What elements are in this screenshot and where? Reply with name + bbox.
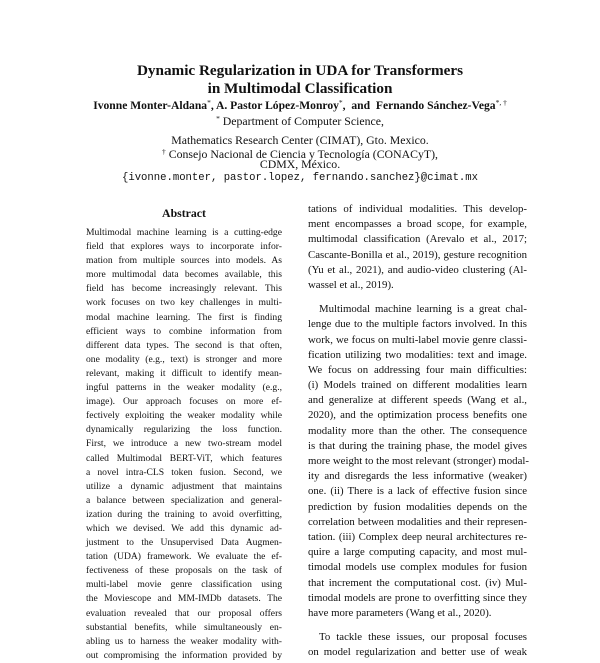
abstract-line: one modality (e.g., text) is stronger and more bbox=[86, 353, 282, 365]
body-line: To tackle these issues, our proposal focuses bbox=[319, 631, 527, 644]
abstract-line: substantial benefits, while simultaneously en- bbox=[86, 621, 282, 633]
abstract-line: image). Our approach focuses on more ef- bbox=[86, 396, 282, 408]
author-separator-2: , and bbox=[342, 99, 376, 112]
abstract-line: tation (UDA) framework. We evaluate the ef- bbox=[86, 551, 282, 563]
body-line: have more parameters (Wang et al., 2020). bbox=[308, 606, 492, 619]
body-line: tation. (iii) Complex deep neural architectures re- bbox=[308, 530, 527, 543]
body-line: is that during the training phase, the model gives bbox=[308, 439, 527, 452]
affiliation-text-1: Department of Computer Science, bbox=[219, 114, 384, 128]
abstract-line: called Multimodal BERT-ViT, which features bbox=[86, 452, 282, 464]
body-line: 2020), and the optimization process benefits one bbox=[308, 409, 527, 422]
affiliation-text-2: Mathematics Research Center (CIMAT), Gto. Mexico. bbox=[171, 133, 429, 147]
body-line: timodal models are prone to overfitting since they bbox=[308, 591, 527, 604]
affiliation-line-2 bbox=[0, 133, 600, 148]
body-line: one. (ii) There is a lack of effective fusion since bbox=[308, 485, 527, 498]
abstract-line: First, we introduce a new two-stream model bbox=[86, 438, 282, 450]
abstract-line: Multimodal machine learning is a cutting-edge bbox=[86, 227, 282, 238]
abstract-line: the Moviescope and MM-IMDb datasets. The bbox=[86, 593, 282, 605]
author-2-marks: * bbox=[338, 98, 343, 107]
abstract-line: relevant, making it difficult to identify mean- bbox=[86, 367, 282, 379]
affiliation-line-4 bbox=[0, 157, 600, 172]
body-line: prediction by fusion modalities depends on the bbox=[308, 500, 527, 513]
abstract-line: modal machine learning. The first is finding bbox=[86, 311, 282, 323]
body-line: work, we focus on multi-label movie genre classi- bbox=[308, 333, 527, 346]
author-3-marks: *, † bbox=[495, 98, 507, 107]
abstract-line: abling us to harness the weaker modality with- bbox=[86, 635, 282, 647]
author-3: Fernando Sánchez-Vega bbox=[375, 99, 496, 112]
body-line: quire a large computing capacity, and most mul- bbox=[308, 546, 527, 559]
body-line: We focus on addressing four main difficulties: bbox=[308, 363, 527, 376]
body-line: fication utilizing two modalities: text and image. bbox=[308, 348, 527, 361]
body-line: and generalize at different speeds (Wang et al., bbox=[308, 394, 527, 407]
body-line: (Yu et al., 2021), and audio-video clustering (Al- bbox=[308, 263, 527, 276]
body-line: Cascante-Bonilla et al., 2019), gesture recognition bbox=[308, 248, 527, 261]
abstract-line: field has become increasingly relevant. This bbox=[86, 283, 282, 295]
paragraph-gap bbox=[308, 293, 527, 302]
body-line: lenge due to the multiple factors involved. In this bbox=[308, 318, 527, 331]
paper-title bbox=[0, 62, 600, 98]
abstract-line: dynamically regularizing the loss function. bbox=[86, 424, 282, 436]
abstract-heading: Abstract bbox=[162, 206, 206, 220]
abstract-line: which we devised. We add this dynamic ad- bbox=[86, 522, 282, 534]
affiliation-mark-3: † bbox=[162, 147, 166, 156]
abstract-line: multi-label movie genre classification using bbox=[86, 579, 282, 591]
body-line: correlation between modalities and their represen- bbox=[308, 515, 527, 528]
affiliation-line-1 bbox=[0, 114, 600, 129]
title-line-1: Dynamic Regularization in UDA for Transformers bbox=[136, 62, 464, 79]
body-line: Multimodal machine learning is a great chal- bbox=[319, 303, 527, 316]
abstract-line: work focuses on two key challenges in multi- bbox=[86, 297, 282, 309]
body-line: multimodal classification (Arevalo et al., 2017; bbox=[308, 233, 527, 246]
abstract-line: ization during the training to avoid overfitting, bbox=[86, 508, 282, 520]
author-separator-1: , bbox=[210, 99, 217, 112]
abstract-line: more multimodal data becomes available, this bbox=[86, 269, 282, 281]
affiliation-mark-1: * bbox=[216, 114, 220, 123]
abstract-line: fectiveness of these proposals on the task of bbox=[86, 565, 282, 577]
abstract-line: utilize a dynamic adjustment that maintains bbox=[86, 480, 282, 492]
abstract-line: a balance between specialization and general- bbox=[86, 494, 282, 506]
paragraph-gap bbox=[308, 621, 527, 630]
body-line: modality more than the other. The consequence bbox=[308, 424, 527, 437]
abstract-line: field that explores ways to incorporate infor- bbox=[86, 241, 282, 253]
author-list bbox=[0, 98, 600, 113]
affiliation-text-3: Consejo Nacional de Ciencia y Tecnología (CONACyT), bbox=[165, 147, 438, 161]
abstract-line: fectively exploiting the weaker modality while bbox=[86, 410, 282, 422]
author-2: A. Pastor López-Monroy bbox=[216, 99, 339, 112]
author-emails: {ivonne.monter, pastor.lopez, fernando.sanchez}@cimat.mx bbox=[121, 172, 478, 184]
body-line: wassel et al., 2019). bbox=[308, 278, 394, 291]
title-line-2: in Multimodal Classification bbox=[207, 80, 393, 97]
body-line: that increment the computational cost. (iv) Mul- bbox=[308, 576, 527, 589]
abstract-line: a novel intra-CLS token fusion. Second, we bbox=[86, 466, 282, 478]
body-line: ity and disregards the less informative (weaker) bbox=[308, 470, 527, 483]
body-line: tations of individual modalities. This develop- bbox=[308, 203, 527, 215]
abstract-line: ingful patterns in the weaker modality (e.g., bbox=[86, 382, 282, 394]
abstract-line: out compromising the information provided by bbox=[86, 649, 282, 661]
body-column-right bbox=[308, 202, 527, 660]
body-line: ment encompasses a broad scope, for example, bbox=[308, 218, 527, 231]
abstract-line: mation from multiple sources into models. As bbox=[86, 255, 282, 267]
body-line: more weight to the most relevant (stronger) modal- bbox=[308, 455, 529, 467]
abstract-line: efficient ways to combine information from bbox=[86, 325, 282, 337]
body-line: on model regularization and better use of weak bbox=[308, 646, 527, 659]
body-line: (i) Models trained on different modalities learn bbox=[308, 379, 527, 392]
author-1: Ivonne Monter-Aldana bbox=[93, 99, 208, 112]
abstract-body bbox=[86, 226, 282, 663]
affiliation-text-4: CDMX, México. bbox=[259, 157, 341, 171]
author-1-marks: * bbox=[207, 98, 211, 107]
body-line: timodal models use complex modules for fusion bbox=[308, 561, 527, 574]
abstract-line: evaluation revealed that our proposal offers bbox=[86, 607, 282, 619]
abstract-line: justment to the Unsupervised Data Augmen- bbox=[86, 537, 282, 549]
abstract-line: different data types. The second is that often, bbox=[86, 339, 282, 351]
